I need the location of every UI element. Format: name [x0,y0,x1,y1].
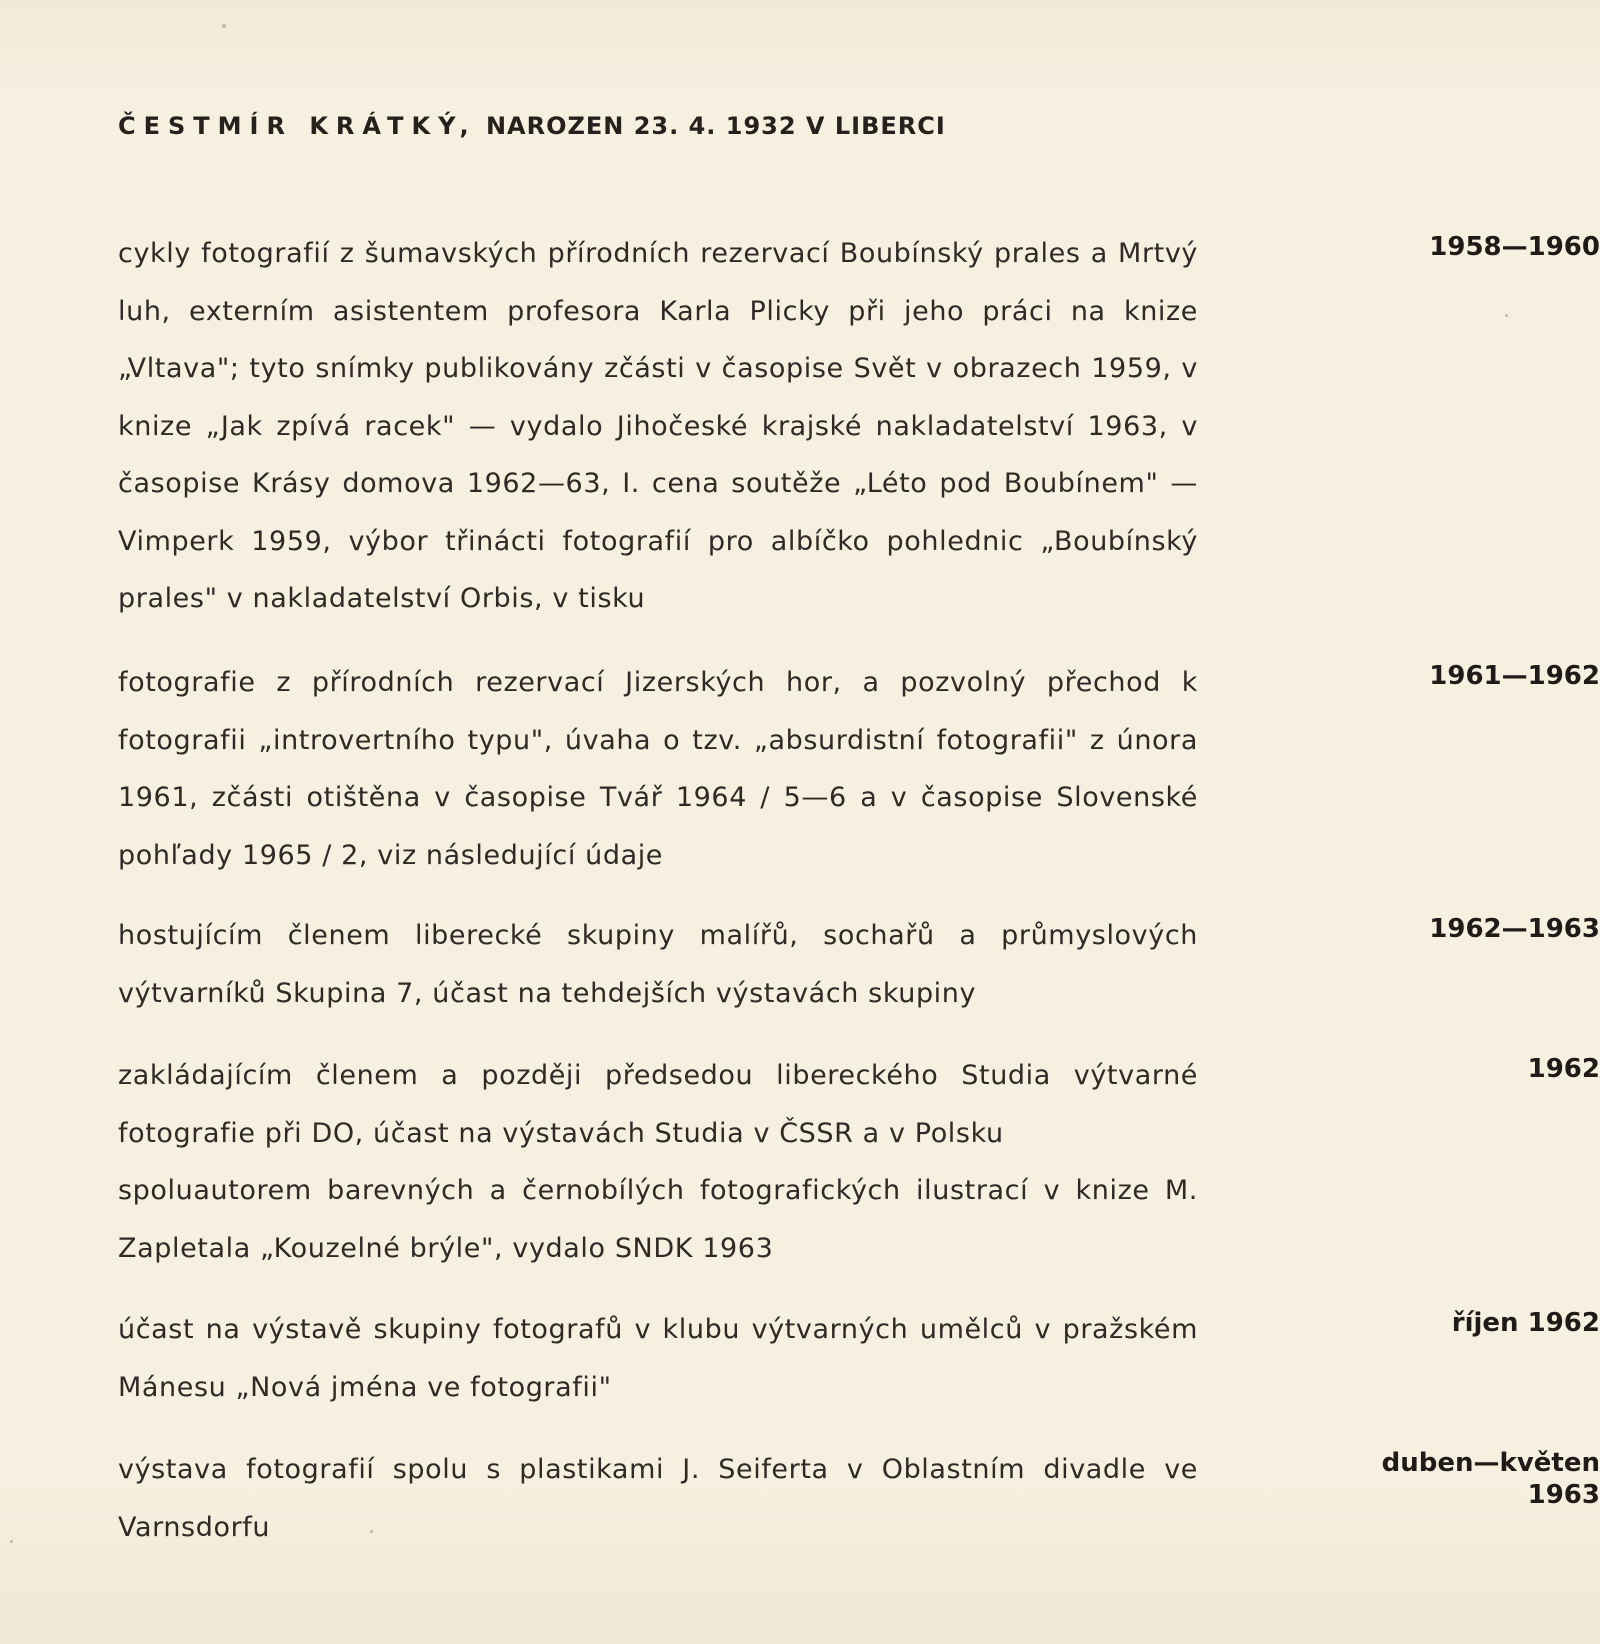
entry-text [118,907,1198,1022]
entry-text [118,654,1198,884]
entry-paragraph: účast na výstavě skupiny fotografů v klubu výtvarných umělců v pražském Mánesu „Nová jména ve fotografii" [118,1314,1198,1403]
entry-1958-1960 [118,225,1600,628]
entry-1962 [118,1047,1600,1277]
heading-name: ČESTMÍR KRÁTKÝ, [118,112,477,140]
entry-text [118,225,1198,628]
paper-speck [370,1530,373,1533]
entry-date: 1961—1962 [1429,661,1600,691]
entry-april-may-1963 [118,1441,1600,1556]
entry-date [1328,1447,1600,1511]
paper-speck [1505,314,1508,317]
entry-date-line-2: 1963 [1527,1480,1600,1510]
entry-date: 1958—1960 [1429,232,1600,262]
entry-paragraph: cykly fotografií z šumavských přírodních rezervací Boubínský prales a Mrtvý luh, externím asistentem profesora Karla Plicky při jeho práci na knize „Vltava"; tyto snímky publikovány zčásti v časopise Svět v obrazech 1959, v knize „Jak zpívá racek" — vydalo Jihočeské krajské nakladatelství 1963, v časopise Krásy domova 1962—63, I. cena soutěže „Léto pod Boubínem" — Vimperk 1959, výbor třinácti fotografií pro albíčko pohlednic „Boubínský prales" v nakladatelství Orbis, v tisku [118,238,1198,614]
entry-text [118,1047,1198,1277]
entry-text [118,1441,1198,1556]
entry-paragraph: hostujícím členem liberecké skupiny malířů, sochařů a průmyslových výtvarníků Skupina 7, účast na tehdejších výstavách skupiny [118,920,1198,1009]
entry-paragraph-second: spoluautorem barevných a černobílých fotografických ilustrací v knize M. Zapletala „Kouzelné brýle", vydalo SNDK 1963 [118,1175,1198,1264]
entry-paragraph: výstava fotografií spolu s plastikami J. Seiferta v Oblastním divadle ve Varnsdorfu [118,1454,1198,1543]
entry-date: 1962 [1527,1054,1600,1084]
entry-date: 1962—1963 [1429,914,1600,944]
entry-1962-1963 [118,907,1600,1022]
entry-paragraph: zakládajícím členem a později předsedou libereckého Studia výtvarné fotografie při DO, účast na výstavách Studia v ČSSR a v Polsku [118,1060,1198,1149]
entry-date: říjen 1962 [1451,1308,1600,1338]
paper-speck [10,1540,13,1543]
entry-1961-1962 [118,654,1600,884]
entry-october-1962 [118,1301,1600,1416]
entry-text [118,1301,1198,1416]
paper-speck [222,24,226,28]
entry-date-line-1: duben—květen [1381,1448,1600,1478]
page-heading [118,112,946,140]
entry-paragraph: fotografie z přírodních rezervací Jizerských hor, a pozvolný přechod k fotografii „introvertního typu", úvaha o tzv. „absurdistní fotografii" z února 1961, zčásti otištěna v časopise Tvář 1964 / 5—6 a v časopise Slovenské pohľady 1965 / 2, viz následující údaje [118,667,1198,871]
heading-birth-info: NAROZEN 23. 4. 1932 V LIBERCI [485,112,946,140]
